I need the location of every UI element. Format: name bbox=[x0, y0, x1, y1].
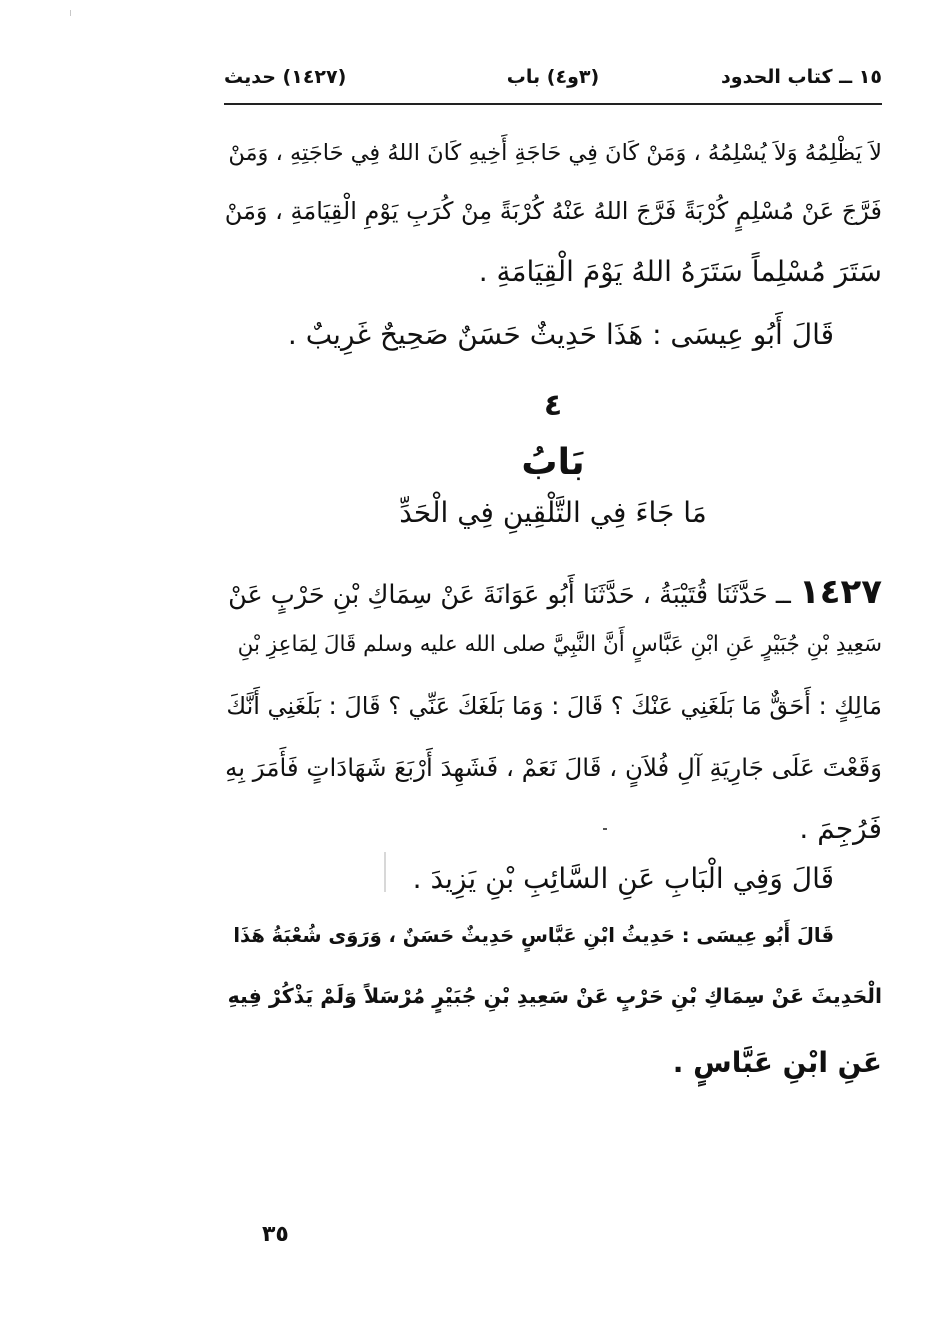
scan-speck bbox=[603, 828, 607, 830]
hadith-line: فَرُجِمَ . bbox=[799, 812, 882, 845]
bab-note: قَالَ وَفِي الْبَابِ عَنِ السَّائِبِ بْنِ يَزِيدَ . bbox=[412, 862, 834, 895]
continuation-line: لاَ يَظْلِمُهُ وَلاَ يُسْلِمُهُ ، وَمَنْ كَانَ فِي حَاجَةِ أَخِيهِ كَانَ اللهُ فِي حَاجَتِهِ ، وَمَنْ bbox=[228, 140, 882, 166]
hadith-first-line bbox=[224, 572, 882, 612]
running-head-hadith-number: (١٤٢٧) حديث bbox=[224, 66, 347, 88]
commentary-line: قَالَ أَبُو عِيسَى : حَدِيثُ ابْنِ عَبَّاسٍ حَدِيثٌ حَسَنٌ ، وَرَوَى شُعْبَةُ هَذَا bbox=[233, 924, 834, 947]
page-number: ٣٥ bbox=[262, 1222, 289, 1247]
hadith-line: سَعِيدِ بْنِ جُبَيْرٍ عَنِ ابْنِ عَبَّاسٍ أَنَّ النَّبِيَّ صلى الله عليه وسلم قَالَ لِمَاعِزِ بْنِ bbox=[237, 632, 882, 657]
continuation-line: فَرَّجَ عَنْ مُسْلِمٍ كُرْبَةً فَرَّجَ اللهُ عَنْهُ كُرْبَةً مِنْ كُرَبِ يَوْمِ الْقِيَامَةِ ، وَمَنْ bbox=[224, 197, 882, 225]
continuation-passage bbox=[224, 140, 882, 380]
chapter-heading: بَابُ bbox=[521, 442, 585, 483]
hadith-line: وَقَعْتَ عَلَى جَارِيَةِ آلِ فُلاَنٍ ، قَالَ نَعَمْ ، فَشَهِدَ أَرْبَعَ شَهَادَاتٍ فَأَمَرَ بِهِ bbox=[225, 753, 882, 782]
chapter-number: ٤ bbox=[543, 388, 563, 423]
commentary-line: الْحَدِيثَ عَنْ سِمَاكِ بْنِ حَرْبٍ عَنْ سَعِيدِ بْنِ جُبَيْرٍ مُرْسَلاً وَلَمْ يَذْكُرْ فِيهِ bbox=[227, 984, 882, 1008]
continuation-comment: قَالَ أَبُو عِيسَى : هَذَا حَدِيثٌ حَسَنٌ صَحِيحٌ غَرِيبٌ . bbox=[287, 318, 834, 351]
chapter-title: مَا جَاءَ فِي التَّلْقِينِ فِي الْحَدِّ bbox=[399, 496, 707, 529]
hadith-line: مَالِكٍ : أَحَقٌّ مَا بَلَغَنِي عَنْكَ ؟ قَالَ : وَمَا بَلَغَكَ عَنِّي ؟ قَالَ : بَلَغَنِي أَنَّكَ bbox=[226, 692, 882, 720]
running-head bbox=[224, 62, 882, 102]
header-rule bbox=[224, 103, 882, 105]
hadith-line-text: ــ حَدَّثَنَا قُتَيْبَةُ ، حَدَّثَنَا أَبُو عَوَانَةَ عَنْ سِمَاكِ بْنِ حَرْبٍ عَنْ bbox=[228, 580, 791, 610]
hadith-body bbox=[224, 572, 882, 1092]
running-head-book-title: ١٥ ــ كتاب الحدود bbox=[721, 66, 882, 88]
running-head-chapter: (٣و٤) باب bbox=[506, 66, 600, 88]
scan-speck bbox=[70, 10, 71, 16]
hadith-number: ١٤٢٧ bbox=[798, 572, 882, 612]
scan-speck bbox=[384, 852, 386, 892]
commentary-line: عَنِ ابْنِ عَبَّاسٍ . bbox=[672, 1046, 882, 1079]
continuation-line: سَتَرَ مُسْلِماً سَتَرَهُ اللهُ يَوْمَ الْقِيَامَةِ . bbox=[478, 255, 882, 288]
